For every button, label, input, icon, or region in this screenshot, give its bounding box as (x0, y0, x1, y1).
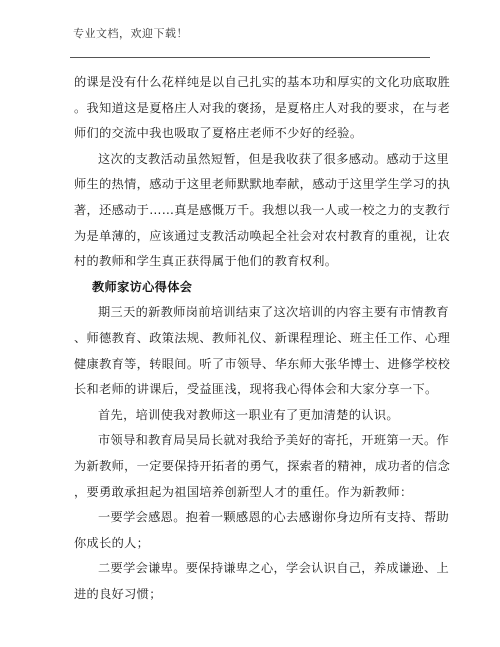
text-line: ，要勇敢承担起为祖国培养创新型人才的重任。作为新教师： (74, 484, 413, 499)
page-header-text: 专业文档，欢迎下载！ (73, 27, 188, 40)
paragraph-start: 一要学会感恩。抱着一颗感恩的心去感谢你身边所有支持、帮助 (98, 510, 450, 525)
text-line: 为新教师，一定要保持开拓者的勇气，探索者的精神，成功者的信念 (74, 458, 451, 473)
paragraph-start: 市领导和教育局吴局长就对我给予美好的寄托，开班第一天。作 (98, 433, 450, 448)
paragraph-start: 首先，培训使我对教师这一职业有了更加清楚的认识。 (98, 407, 399, 422)
text-line: 你成长的人； (74, 535, 150, 550)
text-line: 的课是没有什么花样纯是以自己扎实的基本功和厚实的文化功底取胜 (74, 75, 451, 89)
paragraph-start: 这次的支教活动虽然短暂，但是我收获了很多感动。感动于这里 (98, 151, 450, 166)
text-line: 师们的交流中我也吸取了夏格庄老师不少好的经验。 (74, 126, 363, 141)
text-line: 著，还感动于……真是感慨万千。我想以我一人或一校之力的支教行 (74, 202, 451, 217)
text-line: 进的良好习惯； (74, 586, 162, 601)
text-line: 健康教育等，转眼间。听了市领导、华东师大张华博士、进修学校校 (74, 356, 451, 371)
text-line: 。我知道这是夏格庄人对我的褒扬，是夏格庄人对我的要求，在与老 (74, 100, 451, 115)
header-divider (70, 57, 430, 58)
paragraph-start: 二要学会谦卑。要保持谦卑之心，学会认识自己，养成谦逊、上 (98, 561, 450, 576)
text-line: 村的教师和学生真正获得属于他们的教育权利。 (74, 254, 338, 269)
text-line: 为是单薄的，应该通过支教活动唤起全社会对农村教育的重视，让农 (74, 228, 451, 243)
section-title: 教师家访心得体会 (92, 279, 193, 294)
paragraph-start: 期三天的新教师岗前培训结束了这次培训的内容主要有市情教育 (98, 305, 450, 320)
text-line: 师生的热情，感动于这里老师默默地奉献，感动于这里学生学习的执 (74, 177, 451, 192)
document-body (74, 70, 451, 607)
text-line: 长和老师的讲课后，受益匪浅，现将我心得体会和大家分享一下。 (74, 382, 438, 397)
text-line: 、师德教育、政策法规、教师礼仪、新课程理论、班主任工作、心理 (74, 330, 451, 345)
